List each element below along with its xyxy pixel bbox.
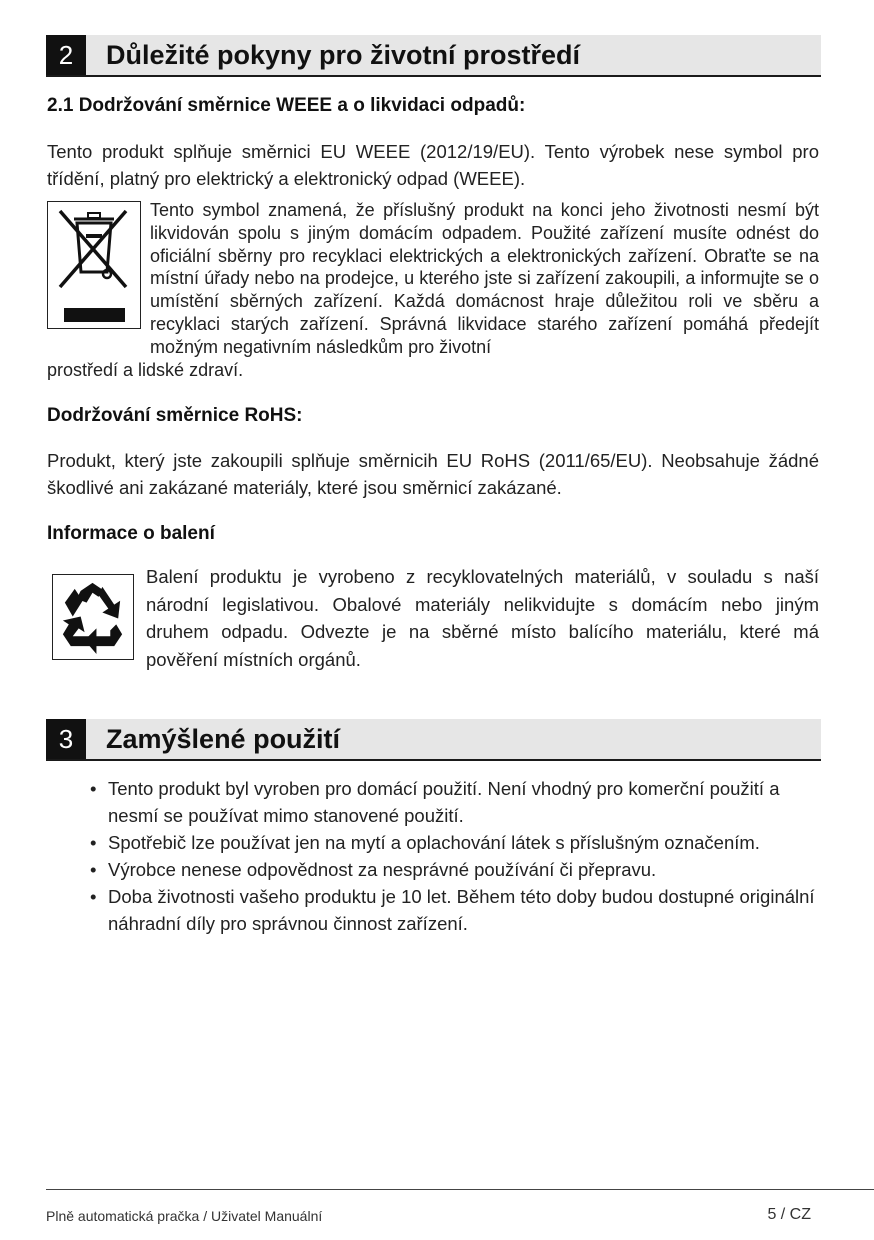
recycle-icon	[52, 574, 134, 660]
intended-use-list	[90, 775, 820, 937]
list-item: • Spotřebič lze používat jen na mytí a oplachování látek s příslušným označením.	[90, 829, 820, 856]
weee-bin-icon	[47, 201, 141, 329]
weee-intro: Tento produkt splňuje směrnici EU WEEE (2012/19/EU). Tento výrobek nese symbol pro třídění, platný pro elektrický a elektronický odpad (WEEE).	[47, 141, 819, 189]
list-item: • Tento produkt byl vyroben pro domácí použití. Není vhodný pro komerční použití a nesmí se používat mimo stanovené použití.	[90, 775, 820, 829]
footer-divider	[46, 1189, 874, 1190]
list-item: • Doba životnosti vašeho produktu je 10 let. Během této doby budou dostupné originální náhradní díly pro správnou činnost zařízení.	[90, 883, 820, 937]
rohs-body: Produkt, který jste zakoupili splňuje směrnicih EU RoHS (2011/65/EU). Neobsahuje žádné škodlivé ani zakázané materiály, které jsou směrnicí zakázané.	[47, 450, 819, 498]
section-2-number: 2	[46, 35, 86, 75]
list-item: • Výrobce nenese odpovědnost za nesprávné používání či přepravu.	[90, 856, 820, 883]
section-3-number: 3	[46, 719, 86, 759]
page-number: 5 / CZ	[767, 1206, 811, 1223]
rohs-heading: Dodržování směrnice RoHS:	[47, 405, 303, 426]
packaging-body: Balení produktu je vyrobeno z recyklovatelných materiálů, v souladu s naší národní legislativou. Obalové materiály nelikvidujte s domácím nebo jiným druhem odpadu. Odvezte je na sběrné místo balícího materiálu, které má pověření místních orgánů.	[146, 566, 819, 670]
weee-body: Tento symbol znamená, že příslušný produkt na konci jeho životnosti nesmí být likvidován spolu s jiným domácím odpadem. Použité zařízení musíte odnést do oficiální sběrny pro recyklaci elektrických a elektronických zařízení. Obraťte se na místní úřady nebo na prodejce, u kterého jste si zařízení zakoupili, a informujte se o umístění sběrných zařízení. Každá domácnost hraje důležitou roli ve sběru a recyklaci starých zařízení. Správná likvidace starého zařízení pomáhá předejít možným negativním následkům pro životní	[150, 200, 819, 357]
section-2-header	[46, 35, 821, 77]
packaging-heading: Informace o balení	[47, 523, 215, 544]
footer-manual-title: Plně automatická pračka / Uživatel Manuální	[46, 1208, 323, 1224]
section-3-header	[46, 719, 821, 761]
section-2-title: Důležité pokyny pro životní prostředí	[106, 40, 581, 70]
weee-heading: 2.1 Dodržování směrnice WEEE a o likvidaci odpadů:	[47, 95, 526, 116]
weee-body-tail: prostředí a lidské zdraví.	[47, 360, 244, 380]
section-3-title: Zamýšlené použití	[106, 724, 341, 754]
